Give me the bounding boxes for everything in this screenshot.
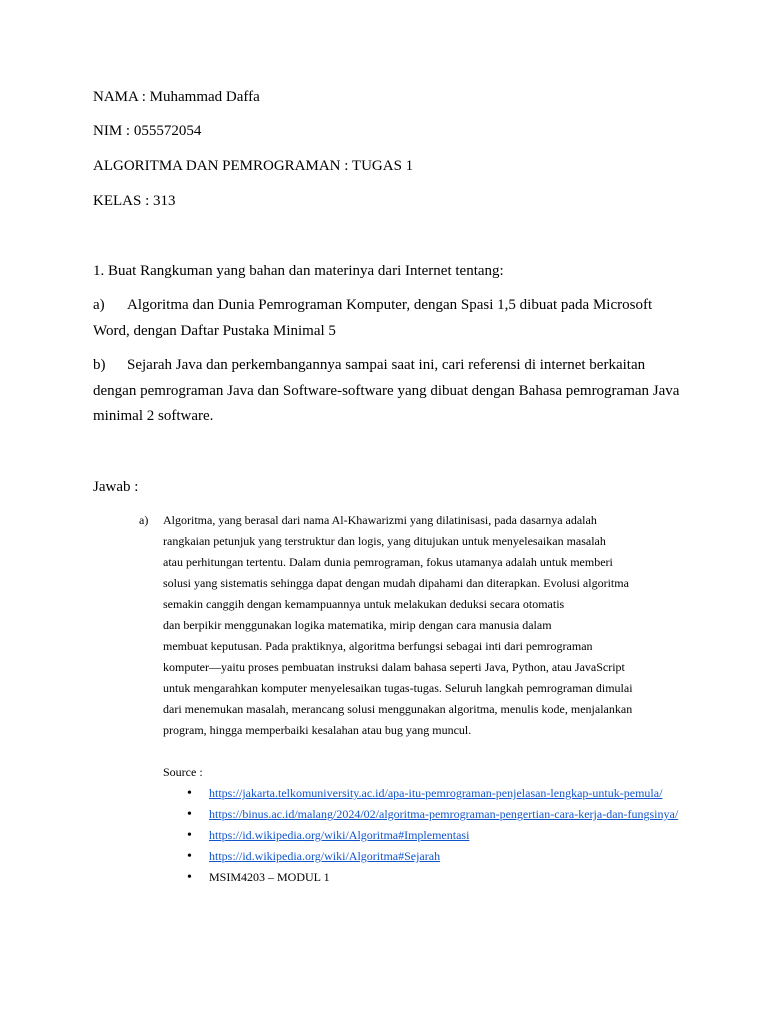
source-list — [163, 783, 683, 888]
student-name: NAMA : Muhammad Daffa — [93, 89, 260, 105]
course-title: ALGORITMA DAN PEMROGRAMAN : TUGAS 1 — [93, 158, 414, 174]
source-text: MSIM4203 – MODUL 1 — [209, 870, 330, 884]
task-item-a-text: Algoritma dan Dunia Pemrograman Komputer, dengan Spasi 1,5 dibuat pada Microsoft Word, dengan Daftar Pustaka Minimal 5 — [93, 297, 653, 339]
answer-a-paragraph — [163, 510, 683, 741]
source-link[interactable]: https://jakarta.telkomuniversity.ac.id/apa-itu-pemrograman-penjelasan-lengkap-untuk-pemula/ — [209, 786, 663, 800]
answer-a-line: solusi yang sistematis sehingga dapat dengan mudah dipahami dan diterapkan. Evolusi algoritma — [163, 576, 629, 590]
source-list-item[interactable] — [163, 804, 683, 825]
task-item-a-label: a) — [93, 297, 105, 313]
source-link[interactable]: https://id.wikipedia.org/wiki/Algoritma#Sejarah — [209, 849, 441, 863]
answer-heading: Jawab : — [93, 479, 139, 495]
source-list-item — [163, 867, 683, 888]
task-item-b-label: b) — [93, 357, 106, 373]
task-item-a — [93, 293, 683, 344]
answer-a-line: program, hingga memperbaiki kesalahan atau bug yang muncul. — [163, 723, 472, 737]
answer-a-line: komputer—yaitu proses pembuatan instruksi dalam bahasa seperti Java, Python, atau JavaScript — [163, 660, 625, 674]
answer-a-line: untuk mengarahkan komputer menyelesaikan tugas-tugas. Seluruh langkah pemrograman dimulai — [163, 681, 633, 695]
class-info: KELAS : 313 — [93, 193, 176, 209]
answer-a-line: semakin canggih dengan kemampuannya untuk melakukan deduksi secara otomatis — [163, 597, 565, 611]
answer-a-line: membuat keputusan. Pada praktiknya, algoritma berfungsi sebagai inti dari pemrograman — [163, 639, 593, 653]
answer-a-line: dan berpikir menggunakan logika matematika, mirip dengan cara manusia dalam — [163, 618, 552, 632]
source-label: Source : — [163, 765, 203, 779]
answer-a-line: dari menemukan masalah, merancang solusi menggunakan algoritma, menulis kode, menjalankan — [163, 702, 633, 716]
answer-a-line: atau perhitungan tertentu. Dalam dunia pemrograman, fokus utamanya adalah untuk memberi — [163, 555, 613, 569]
source-link[interactable]: https://binus.ac.id/malang/2024/02/algoritma-pemrograman-pengertian-cara-kerja-dan-fungsinya/ — [209, 807, 679, 821]
student-nim: NIM : 055572054 — [93, 123, 202, 139]
source-link[interactable]: https://id.wikipedia.org/wiki/Algoritma#Implementasi — [209, 828, 470, 842]
source-list-item[interactable] — [163, 846, 683, 867]
answer-a-line: rangkaian petunjuk yang terstruktur dan logis, yang ditujukan untuk menyelesaikan masalah — [163, 534, 606, 548]
answer-a-line: Algoritma, yang berasal dari nama Al-Khawarizmi yang dilatinisasi, pada dasarnya adalah — [163, 513, 597, 527]
task-intro: 1. Buat Rangkuman yang bahan dan materinya dari Internet tentang: — [93, 263, 504, 279]
source-list-item[interactable] — [163, 825, 683, 846]
task-item-b-text: Sejarah Java dan perkembangannya sampai saat ini, cari referensi di internet berkaitan dengan pemrograman Java dan Software-software yang dibuat dengan Bahasa pemrograman Java minimal 2 software. — [93, 357, 680, 424]
answer-a-label: a) — [139, 513, 149, 527]
task-item-b — [93, 353, 683, 430]
source-list-item[interactable] — [163, 783, 683, 804]
